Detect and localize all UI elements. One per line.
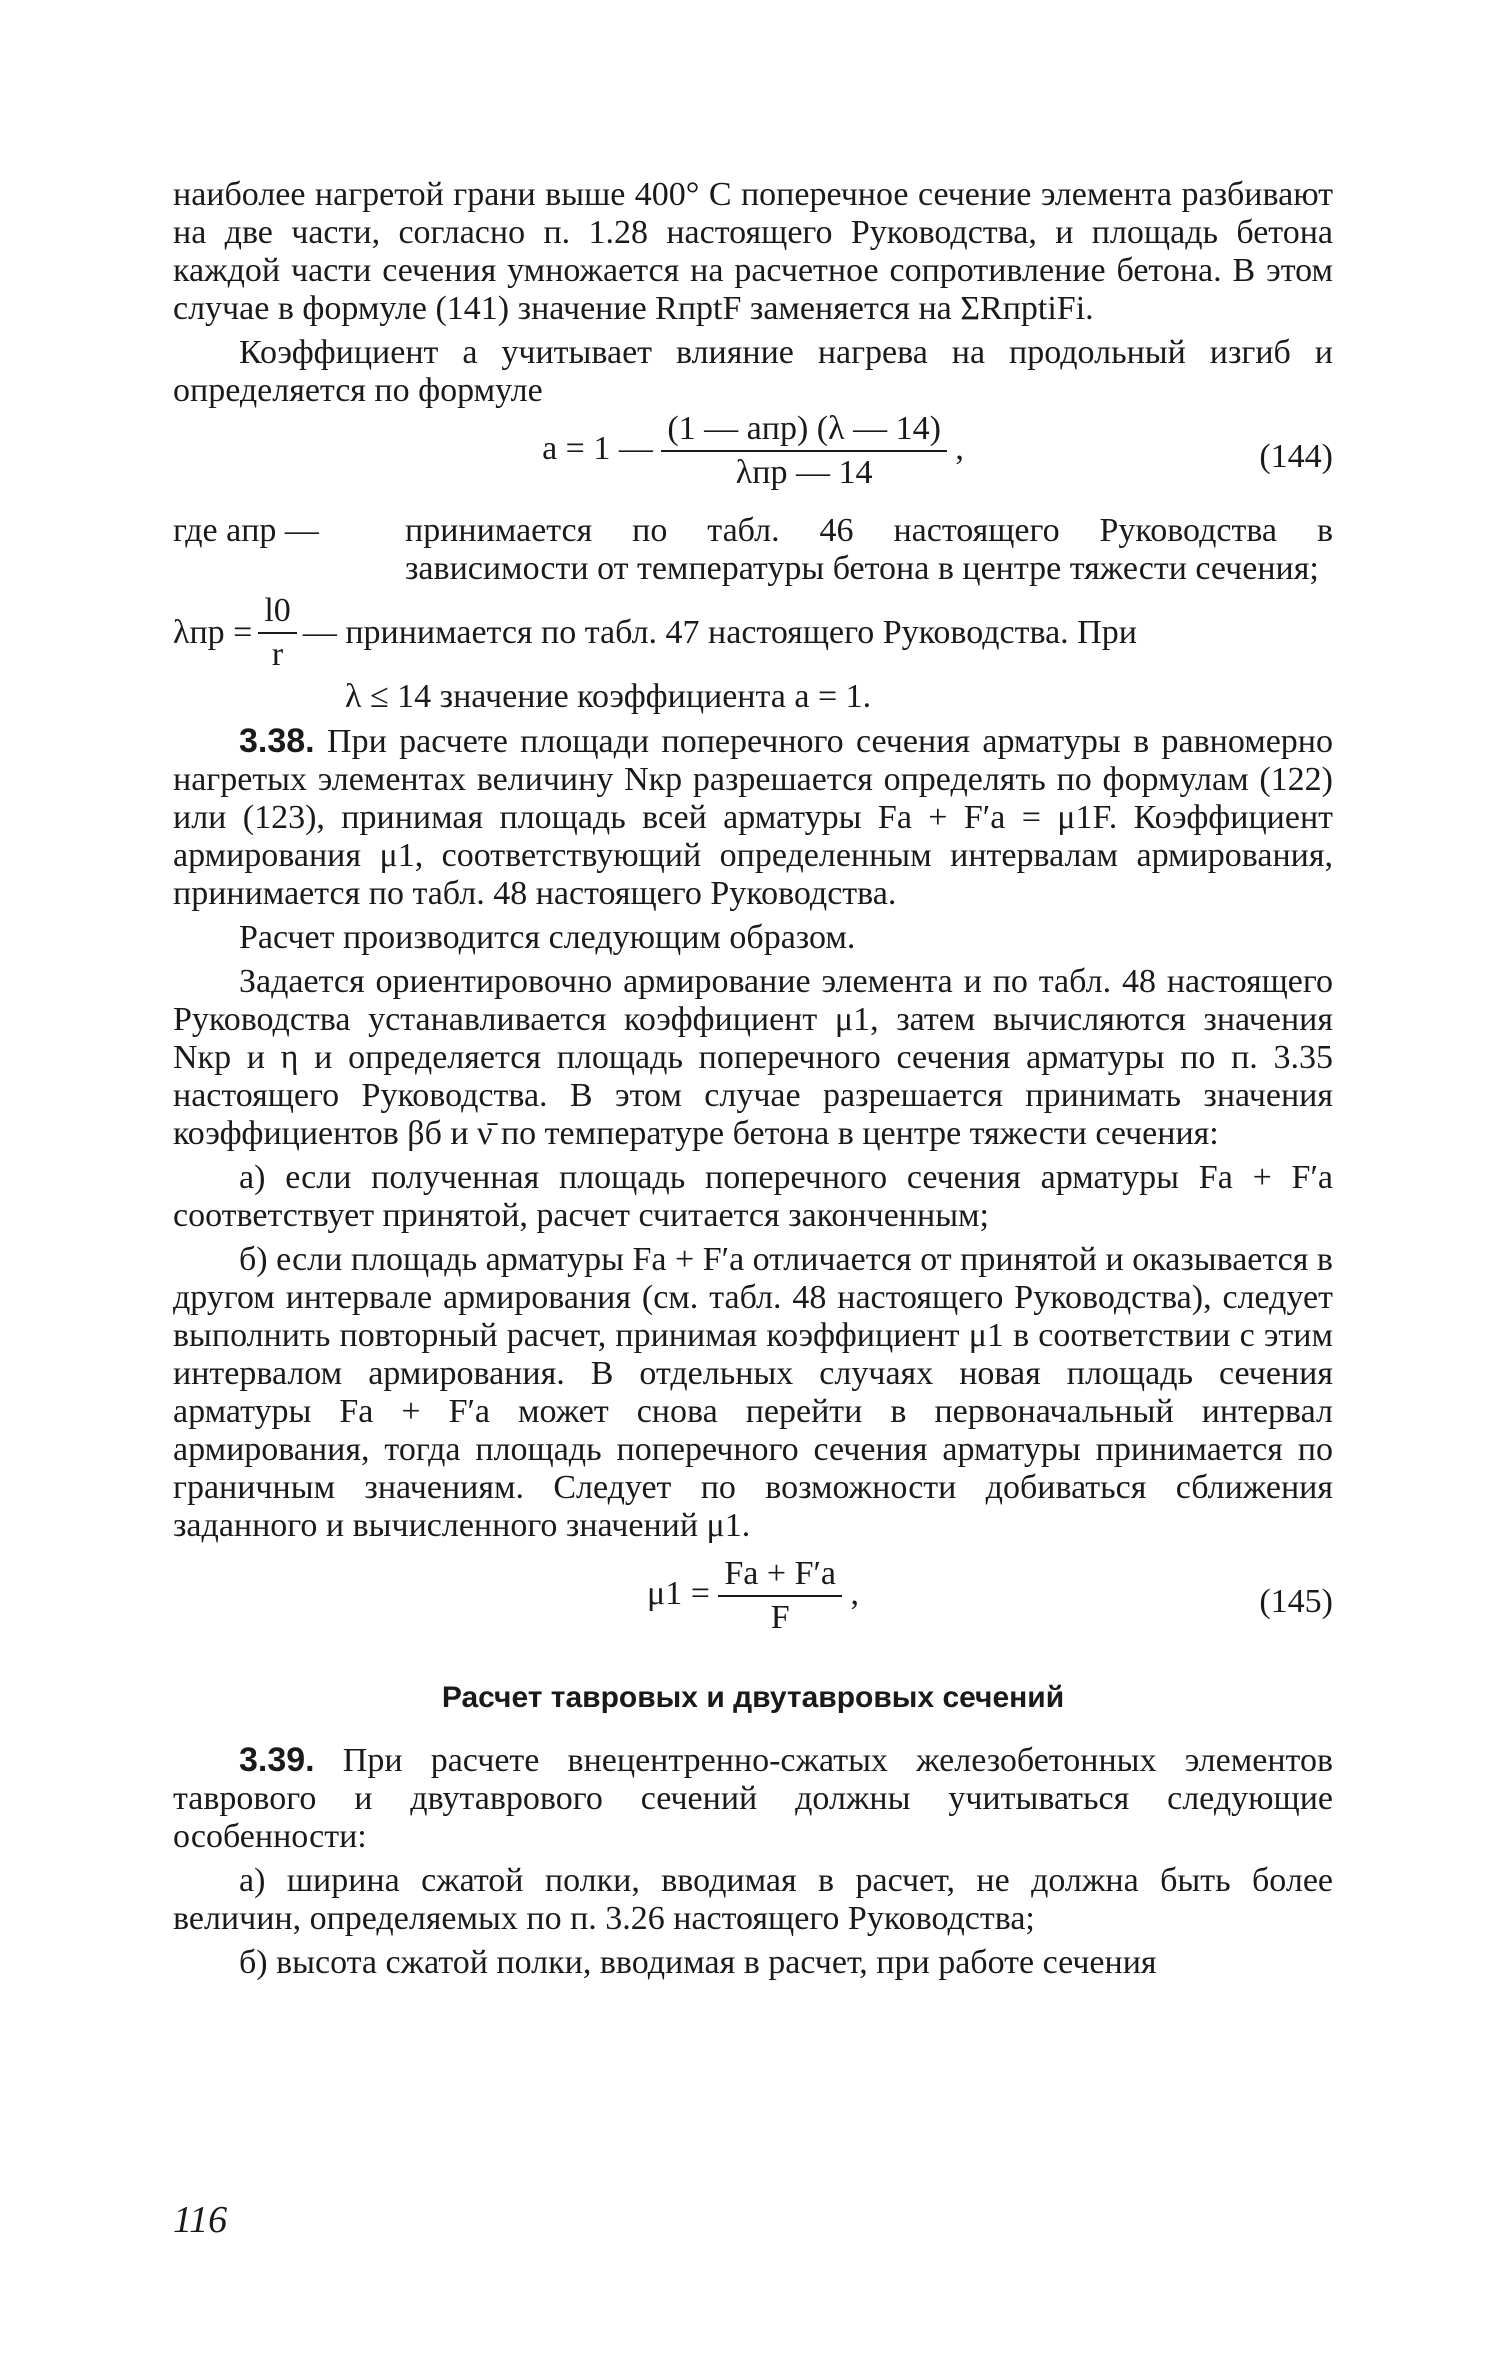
formula-145-lhs: μ1 = bbox=[646, 1574, 710, 1612]
definition-lambda-text: — принимается по табл. 47 настоящего Руководства. При bbox=[302, 614, 1137, 651]
formula-144-numerator: (1 — aпр) (λ — 14) bbox=[661, 410, 947, 452]
section-3-39-text: При расчете внецентренно-сжатых железобетонных элементов таврового и двутаврового сечений должны учитываться следующие особенности: bbox=[173, 1742, 1333, 1855]
formula-144-tail: , bbox=[955, 429, 964, 467]
text-column bbox=[173, 176, 1333, 1982]
formula-145-tail: , bbox=[850, 1574, 860, 1612]
item-3-39-a: а) ширина сжатой полки, вводимая в расчет, не должна быть более величин, определяемых по п. 3.26 настоящего Руководства; bbox=[173, 1862, 1333, 1937]
section-heading: Расчет тавровых и двутавровых сечений bbox=[441, 1681, 1065, 1714]
paragraph-coefficient-a: Коэффициент a учитывает влияние нагрева на продольный изгиб и определяется по формуле bbox=[173, 334, 1333, 409]
item-3-39-b: б) высота сжатой полки, вводимая в расчет, при работе сечения bbox=[239, 1944, 1157, 1981]
section-3-39-number: 3.39. bbox=[239, 1741, 315, 1779]
paragraph-lambda-condition: λ ≤ 14 значение коэффициента a = 1. bbox=[345, 678, 872, 715]
item-a: а) если полученная площадь поперечного сечения арматуры Fа + F′а соответствует принятой, расчет считается законченным; bbox=[173, 1159, 1333, 1234]
section-3-39 bbox=[173, 1741, 1333, 1856]
definition-lambda-numerator: l0 bbox=[258, 592, 296, 634]
formula-144-lhs: a = 1 — bbox=[542, 429, 653, 467]
page-number: 116 bbox=[173, 2199, 228, 2241]
paragraph-reinforcement: Задается ориентировочно армирование элемента и по табл. 48 настоящего Руководства устанавливается коэффициент μ1, затем вычисляются значения Nкр и η и определяется площадь поперечного сечения арматуры по п. 3.35 настоящего Руководства. В этом случае разрешается принимать значения коэффициентов βб и ν̄ по температуре бетона в центре тяжести сечения: bbox=[173, 963, 1333, 1152]
definition-lambda-fraction bbox=[258, 592, 296, 674]
formula-144-fraction bbox=[661, 410, 947, 492]
equation-number-144: (144) bbox=[1259, 438, 1333, 475]
formula-144 bbox=[173, 410, 1333, 506]
definition-lambda-lhs: λпр = bbox=[173, 614, 253, 651]
definition-lambda-pr bbox=[173, 592, 1333, 674]
formula-145 bbox=[173, 1555, 1333, 1651]
formula-144-denominator: λпр — 14 bbox=[735, 454, 873, 491]
formula-145-denominator: F bbox=[770, 1599, 790, 1636]
definition-lambda-denominator: r bbox=[271, 636, 284, 673]
formula-144-body bbox=[173, 410, 1333, 492]
paragraph-intro: наиболее нагретой грани выше 400° С поперечное сечение элемента разбивают на две части, согласно п. 1.28 настоящего Руководства, и площадь бетона каждой части сечения умножается на расчетное сопротивление бетона. В этом случае в формуле (141) значение RпрtF заменяется на ΣRпрtiFi. bbox=[173, 176, 1333, 327]
formula-145-fraction bbox=[718, 1555, 842, 1637]
paragraph-procedure: Расчет производится следующим образом. bbox=[239, 919, 856, 956]
formula-145-numerator: Fа + F′а bbox=[718, 1555, 842, 1597]
formula-145-body bbox=[173, 1555, 1333, 1637]
section-3-38-number: 3.38. bbox=[239, 722, 315, 760]
item-b: б) если площадь арматуры Fа + F′а отличается от принятой и оказывается в другом интервале армирования (см. табл. 48 настоящего Руководства), следует выполнить повторный расчет, принимая коэффициент μ1 в соответствии с этим интервалом армирования. В отдельных случаях новая площадь сечения арматуры Fа + F′а может снова перейти в первоначальный интервал армирования, тогда площадь поперечного сечения арматуры принимается по граничным значениям. Следует по возможности добиваться сближения заданного и вычисленного значений μ1. bbox=[173, 1241, 1333, 1544]
definition-a-pr-text: принимается по табл. 46 настоящего Руководства в зависимости от температуры бетона в центре тяжести сечения; bbox=[405, 512, 1333, 587]
equation-number-145: (145) bbox=[1259, 1583, 1333, 1620]
section-3-38-text: При расчете площади поперечного сечения арматуры в равномерно нагретых элементах величину Nкр разрешается определять по формулам (122) или (123), принимая площадь всей арматуры Fа + F′а = μ1F. Коэффициент армирования μ1, соответствующий определенным интервалам армирования, принимается по табл. 48 настоящего Руководства. bbox=[173, 723, 1334, 912]
definition-a-pr-term: где aпр — bbox=[173, 512, 319, 549]
definition-a-pr bbox=[173, 512, 1333, 588]
section-3-38 bbox=[173, 722, 1333, 913]
